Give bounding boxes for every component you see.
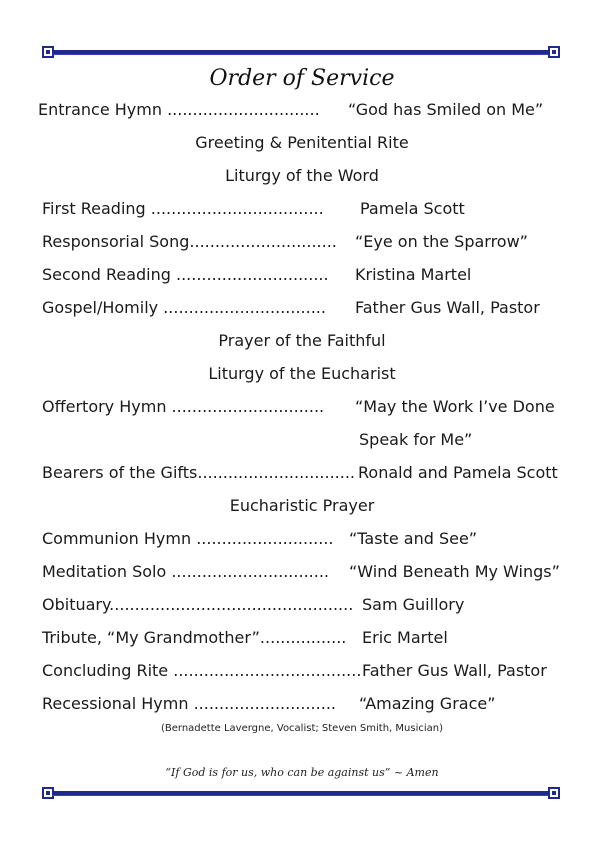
section-heading: Greeting & Penitential Rite [195, 133, 409, 152]
service-item-label: Recessional Hymn ............................ [42, 694, 336, 713]
section-heading: Liturgy of the Word [225, 166, 379, 185]
service-item-value: Eric Martel [362, 628, 448, 647]
service-item-label: Communion Hymn ........................... [42, 529, 334, 548]
service-item-value: Sam Guillory [362, 595, 465, 614]
service-item-value: Father Gus Wall, Pastor [362, 661, 547, 680]
border-corner-ornament-right [548, 787, 560, 799]
service-item-label: Tribute, “My Grandmother”................. [42, 628, 347, 647]
page-title: Order of Service [209, 66, 395, 91]
service-item-label: Offertory Hymn .............................. [42, 397, 325, 416]
service-item-value: “Taste and See” [349, 529, 478, 548]
service-item-label: Responsorial Song............................. [42, 232, 337, 251]
service-item-value: “May the Work I’ve Done [355, 397, 555, 416]
service-item-value: “Eye on the Sparrow” [355, 232, 528, 251]
service-item-value: “Amazing Grace” [359, 694, 496, 713]
border-bar [52, 50, 550, 54]
service-item-value: Father Gus Wall, Pastor [355, 298, 540, 317]
service-item-label: First Reading .................................. [42, 199, 324, 218]
service-item-label: Bearers of the Gifts............................... [42, 463, 356, 482]
service-item-value-continued: Speak for Me” [359, 430, 473, 449]
service-item-label: Concluding Rite ..................................... [42, 661, 362, 680]
service-item-label: Second Reading .............................. [42, 265, 329, 284]
section-heading: Liturgy of the Eucharist [208, 364, 396, 383]
service-item-value: Kristina Martel [355, 265, 472, 284]
service-item-value: Pamela Scott [360, 199, 465, 218]
closing-quote: “If God is for us, who can be against us” ~ Amen [165, 766, 439, 779]
bottom-border-rule [42, 787, 560, 801]
border-bar [52, 791, 550, 795]
musician-note: (Bernadette Lavergne, Vocalist; Steven Smith, Musician) [160, 723, 444, 734]
service-item-label: Obituary................................................ [42, 595, 354, 614]
service-item-value: “Wind Beneath My Wings” [349, 562, 560, 581]
service-item-label: Entrance Hymn .............................. [38, 100, 320, 119]
service-item-value: “God has Smiled on Me” [348, 100, 544, 119]
service-item-label: Meditation Solo ............................... [42, 562, 329, 581]
service-item-label: Gospel/Homily ................................ [42, 298, 326, 317]
service-item-value: Ronald and Pamela Scott [358, 463, 558, 482]
border-corner-ornament-right [548, 46, 560, 58]
section-heading: Eucharistic Prayer [229, 496, 375, 515]
top-border-rule [42, 46, 560, 60]
section-heading: Prayer of the Faithful [218, 331, 386, 350]
